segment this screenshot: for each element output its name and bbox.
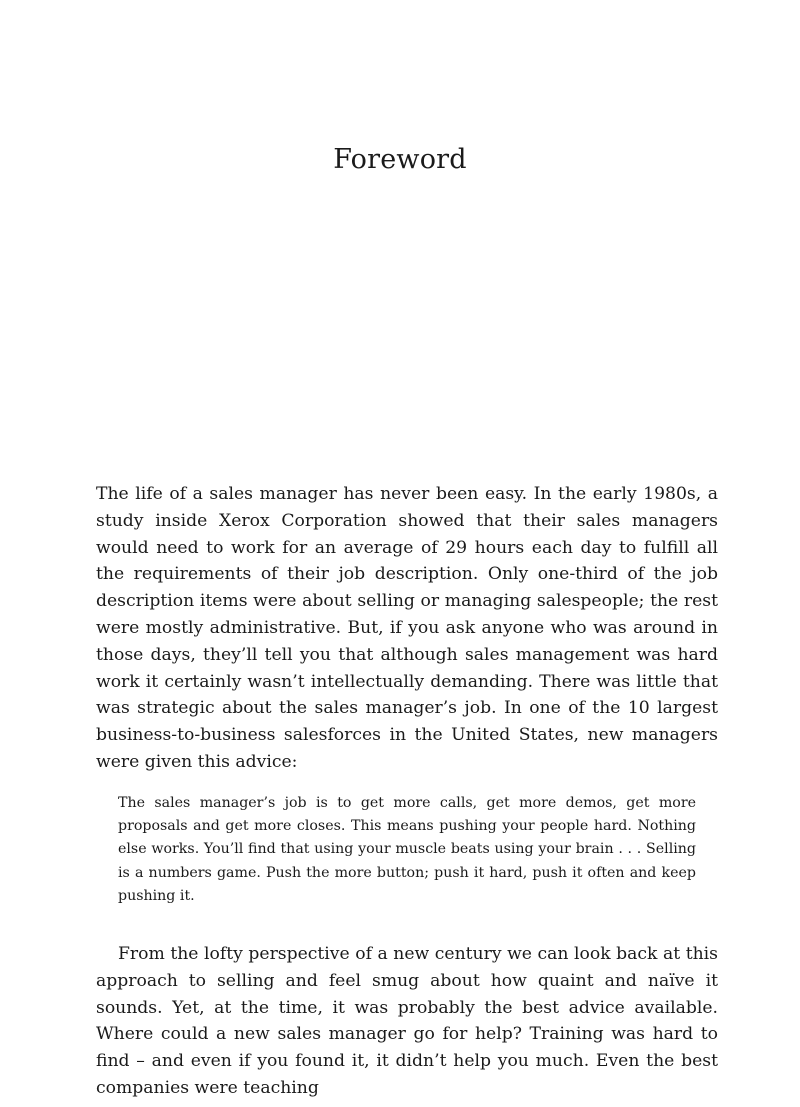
body-paragraph-1: The life of a sales manager has never been easy. In the early 1980s, a study inside Xerox Corporation showed that their sales managers would need to work for an average of 29 hours each day to fulfill all the requirements of their job description. Only one-third of the job description items were about selling or managing salespeople; the rest were mostly administrative. But, if you ask anyone who was around in those days, they’ll tell you that although sales management was hard work it certainly wasn’t intellectually demanding. There was little that was strategic about the sales manager’s job. In one of the 10 largest business-to-business salesforces in the United States, new managers were given this advice: [96,484,718,772]
body-paragraph-2: From the lofty perspective of a new century we can look back at this approach to selling and feel smug about how quaint and naïve it sounds. Yet, at the time, it was probably the best advice available. Where could a new sales manager go for help? Training was hard to find – and even if you found it, it didn’t help you much. Even the best companies were teaching [96,944,718,1098]
block-quote: The sales manager’s job is to get more calls, get more demos, get more proposals and get more closes. This means pushing your people hard. Nothing else works. You’ll find that using your muscle beats using your brain . . . Selling is a numbers game. Push the more button; push it hard, push it often and keep pushing it. [118,795,696,904]
page-title: Foreword [333,144,467,175]
